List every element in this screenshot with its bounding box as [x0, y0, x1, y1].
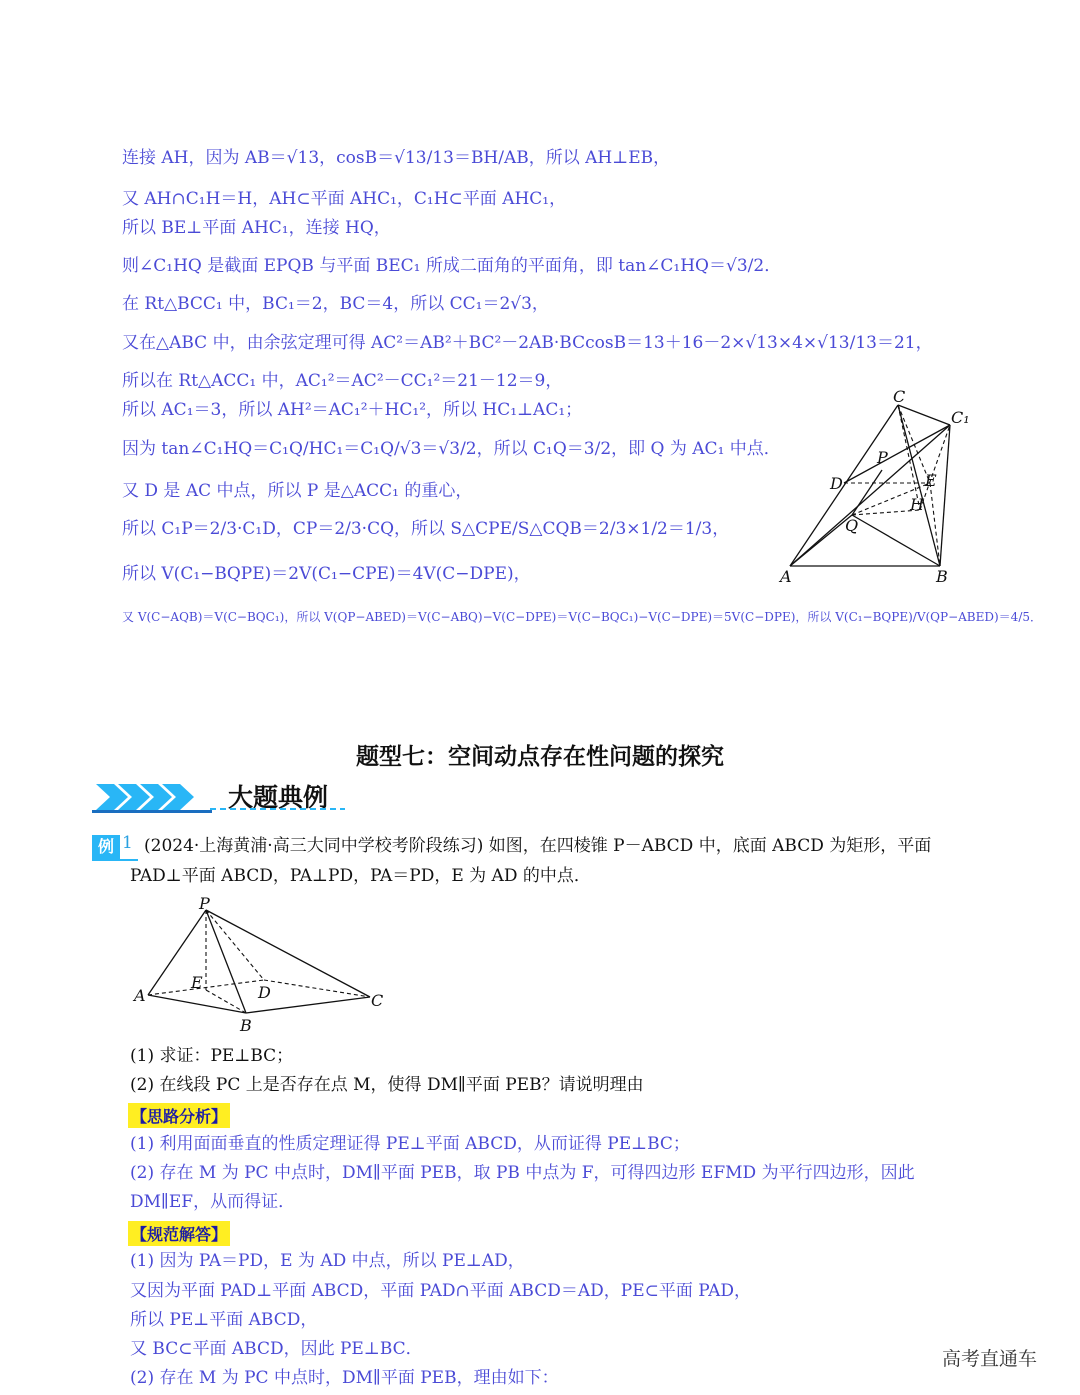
answer-line: 所以 PE⊥平面 ABCD，: [130, 1310, 318, 1330]
solution-line: 所以 BE⊥平面 AHC₁，连接 HQ，: [122, 218, 391, 238]
example-number: 1: [122, 833, 133, 853]
section-title: 题型七：空间动点存在性问题的探究: [356, 744, 724, 770]
solution-line: 在 Rt△BCC₁ 中，BC₁＝2，BC＝4，所以 CC₁＝2√3，: [122, 294, 549, 314]
point-label: Q: [845, 516, 859, 535]
geometry-figure-prism: [770, 385, 980, 590]
analysis-tag: 【思路分析】: [128, 1103, 230, 1128]
example-text: (2024·上海黄浦·高三大同中学校考阶段练习) 如图，在四棱锥 P－ABCD 中，底面 ABCD 为矩形，平面: [144, 836, 932, 856]
example-badge: 例: [92, 835, 120, 859]
analysis-line: DM∥EF，从而得证．: [130, 1192, 296, 1212]
point-label: B: [936, 567, 948, 586]
point-label: D: [830, 474, 843, 493]
solution-line: 又 V(C−AQB)＝V(C−BQC₁)，所以 V(QP−ABED)＝V(C−ABQ)−V(C−DPE)＝V(C−BQC₁)−V(C−DPE)＝5V(C−DPE)，所以 V(C₁−BQPE)/V(QP−ABED)＝4/5．: [122, 610, 1042, 624]
example-text: PAD⊥平面 ABCD，PA⊥PD，PA＝PD，E 为 AD 的中点．: [130, 866, 591, 886]
answer-line: 又因为平面 PAD⊥平面 ABCD，平面 PAD∩平面 ABCD＝AD，PE⊂平面 PAD，: [130, 1281, 752, 1301]
answer-tag: 【规范解答】: [128, 1221, 230, 1246]
point-label: P: [199, 894, 210, 913]
analysis-line: (1) 利用面面垂直的性质定理证得 PE⊥平面 ABCD，从而证得 PE⊥BC；: [130, 1134, 690, 1154]
point-label: C: [893, 387, 906, 406]
banner-title: 大题典例: [228, 783, 329, 812]
question-2: (2) 在线段 PC 上是否存在点 M，使得 DM∥平面 PEB？请说明理由: [130, 1075, 644, 1095]
answer-line: (1) 因为 PA＝PD，E 为 AD 中点，所以 PE⊥AD，: [130, 1251, 525, 1271]
watermark: 高考直通车: [942, 1348, 1038, 1370]
point-label: D: [258, 983, 271, 1002]
point-label: E: [191, 973, 203, 992]
banner-chevrons-icon: [92, 780, 222, 814]
solution-line: 连接 AH，因为 AB＝√13，cosB＝√13/13＝BH/AB，所以 AH⊥EB，: [122, 148, 671, 168]
point-label: A: [134, 986, 146, 1005]
point-label: E: [925, 471, 937, 490]
solution-line: 所以在 Rt△ACC₁ 中，AC₁²＝AC²－CC₁²＝21－12＝9，: [122, 371, 563, 391]
answer-line: 又 BC⊂平面 ABCD，因此 PE⊥BC．: [130, 1339, 423, 1359]
point-label: C: [371, 991, 384, 1010]
point-label: A: [780, 567, 792, 586]
solution-line: 因为 tan∠C₁HQ＝C₁Q/HC₁＝C₁Q/√3＝√3/2，所以 C₁Q＝3/2，即 Q 为 AC₁ 中点．: [122, 439, 781, 459]
solution-line: 所以 C₁P＝2/3·C₁D，CP＝2/3·CQ，所以 S△CPE/S△CQB＝2/3×1/2＝1/3，: [122, 519, 730, 539]
analysis-line: (2) 存在 M 为 PC 中点时，DM∥平面 PEB，取 PB 中点为 F，可得四边形 EFMD 为平行四边形，因此: [130, 1163, 915, 1183]
solution-line: 又 D 是 AC 中点，所以 P 是△ACC₁ 的重心，: [122, 481, 473, 501]
answer-line: (2) 存在 M 为 PC 中点时，DM∥平面 PEB，理由如下：: [130, 1368, 559, 1388]
question-1: (1) 求证：PE⊥BC；: [130, 1046, 294, 1066]
geometry-figure-pyramid: [130, 893, 390, 1038]
solution-line: 所以 AC₁＝3，所以 AH²＝AC₁²＋HC₁²，所以 HC₁⊥AC₁；: [122, 400, 583, 420]
solution-line: 又在△ABC 中，由余弦定理可得 AC²＝AB²＋BC²－2AB·BCcosB＝13＋16－2×√13×4×√13/13＝21，: [122, 333, 933, 353]
point-label: B: [240, 1016, 252, 1035]
example-underline: [92, 859, 138, 861]
point-label: C₁: [951, 408, 970, 427]
solution-line: 则∠C₁HQ 是截面 EPQB 与平面 BEC₁ 所成二面角的平面角，即 tan∠C₁HQ＝√3/2．: [122, 256, 782, 276]
point-label: H: [910, 495, 924, 514]
solution-line: 又 AH∩C₁H＝H，AH⊂平面 AHC₁，C₁H⊂平面 AHC₁，: [122, 189, 567, 209]
point-label: P: [877, 448, 888, 467]
solution-line: 所以 V(C₁−BQPE)＝2V(C₁−CPE)＝4V(C−DPE)，: [122, 564, 531, 584]
banner-underline: [210, 806, 350, 812]
